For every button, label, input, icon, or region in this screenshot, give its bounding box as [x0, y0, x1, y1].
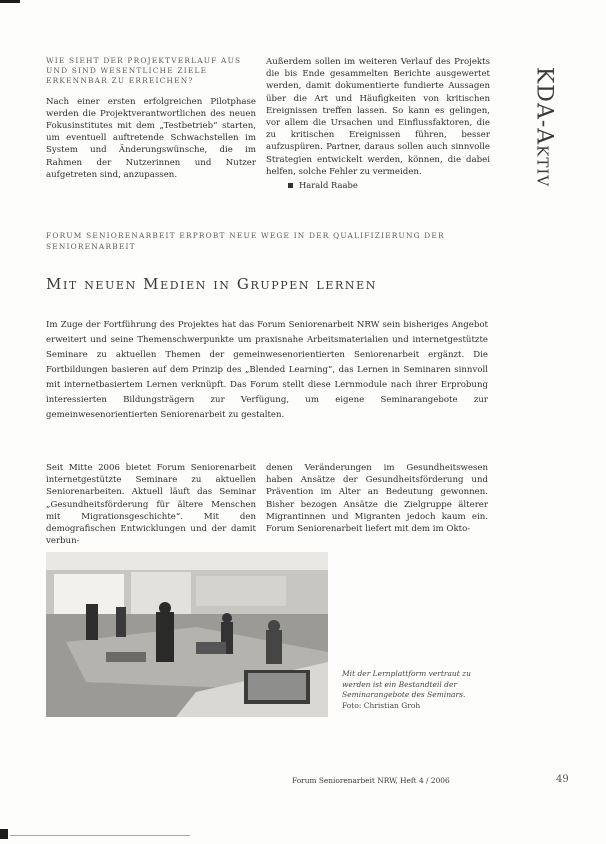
top-right-column [266, 56, 490, 190]
box-body-right: Außerdem sollen im weiteren Verlauf des Projekts die bis Ende gesammelten Berichte ausgewertet werden, damit dokumentierte fundierte Aussagen über die Art und Häufigkeiten von kritischen Ereignissen treffen lassen. So kann es gelingen, vor allem die Ursachen und Einflussfaktoren, die zu kritischen Ereignissen führen, besser aufzuspüren. Partner, daraus sollen auch sinnvolle Strategien entwickelt werden, können, die dabei helfen, solche Fehler zu vermeiden. [266, 57, 490, 177]
page-footer: Forum Seniorenarbeit NRW, Heft 4 / 2006 [292, 776, 450, 785]
author-line [266, 180, 490, 190]
seminar-room-illustration [46, 552, 328, 717]
intro-paragraph: Im Zuge der Fortführung des Projektes hat das Forum Seniorenarbeit NRW sein bisheriges Angebot erweitert und seine Themenschwerpunkte um praxisnahe Arbeitsmaterialien und internetgestützte Seminare zu aktuellen Themen der gemeinwesenorientierten Seniorenarbeit ergänzt. Die Fortbildungen basieren auf dem Prinzip des „Blended Learning“, das Lernen in Seminaren sinnvoll mit internetbasiertem Lernen verknüpft. Das Forum stellt diese Lernmodule nach ihrer Erprobung interessierten Bildungsträgern zur Verfügung, um eigene Seminarangebote zur gemeinwesenorientierten Seniorenarbeit zu gestalten. [46, 320, 488, 420]
scan-mark-top [0, 0, 20, 3]
top-left-column [46, 56, 256, 181]
column-2-text: denen Veränderungen im Gesundheitswesen haben Ansätze der Gesundheitsförderung und Prävention im Alter an Bedeutung gewonnen. Bisher bezogen Ansätze die Zielgruppe älterer Migrantinnen und Migranten jedoch kaum ein. Forum Seniorenarbeit liefert mit dem im Okto- [266, 463, 488, 535]
side-label [522, 52, 566, 202]
section-kicker: FORUM SENIORENARBEIT ERPROBT NEUE WEGE IN DER QUALIFIZIERUNG DER SENIORENARBEIT [46, 231, 445, 251]
page-number: 49 [556, 774, 569, 785]
column-1-text: Seit Mitte 2006 bietet Forum Seniorenarbeit internetgestützte Seminare zu aktuellen Seniorenarbeiten. Aktuell läuft das Seminar „Gesundheitsförderung für ältere Menschen mit Migrationsgeschichte“. Mit den demografischen Entwicklungen und der damit verbun- [46, 463, 256, 547]
photo-caption-block [342, 669, 492, 711]
photo-caption: Mit der Lernplattform vertraut zu werden ist ein Bestandteil der Seminarangebote des Seminars. [342, 669, 471, 699]
photo-credit: Foto: Christian Groh [342, 700, 421, 710]
author-name: Harald Raabe [299, 180, 358, 191]
box-body-left: Nach einer ersten erfolgreichen Pilotphase werden die Projektverantwortlichen des neuen Fokusinstitutes mit dem „Testbetrieb“ starten, um eventuell auftretende Schwachstellen im System und Änderungswünsche, die im Rahmen der Nutzerinnen und Nutzer aufgetreten sind, anzupassen. [46, 96, 256, 180]
seminar-room-photo [46, 552, 328, 717]
box-heading: WIE SIEHT DER PROJEKTVERLAUF AUS UND SIND WESENTLICHE ZIELE ERKENNBAR ZU ERREICHEN? [46, 56, 242, 86]
scan-mark-bottom [0, 829, 8, 839]
end-square-icon [288, 183, 293, 188]
section-title: Mit neuen Medien in Gruppen lernen [46, 275, 377, 293]
scan-line-bottom [10, 835, 190, 836]
side-label-text: KDA-Aktiv [531, 66, 557, 188]
